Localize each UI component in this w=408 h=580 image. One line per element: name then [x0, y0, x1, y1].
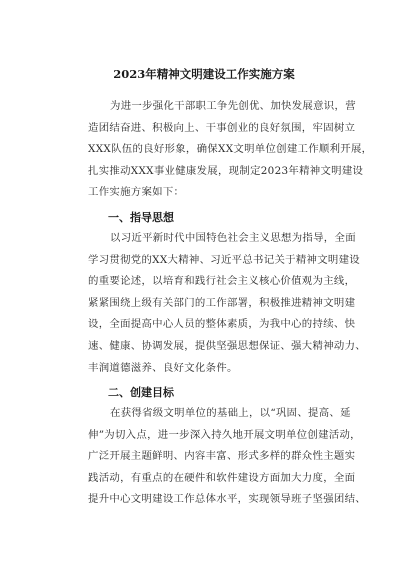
section1-line-6: 速、健康、协调发展，提供坚强思想保证、强大精神动力、	[88, 339, 366, 352]
section-heading-creation-goals: 二、创建目标	[108, 386, 174, 399]
section1-line-2: 学习贯彻党的XX大精神、习近平总书记关于精神文明建设	[88, 253, 360, 266]
section1-line-4: 紧紧围绕上级有关部门的工作部署，积极推进精神文明建	[88, 296, 356, 309]
section1-line-5: 设，全面提高中心人员的整体素质，为我中心的持续、快	[88, 318, 356, 331]
section2-line-1: 在获得省级文明单位的基础上，以“巩固、提高、延	[110, 407, 351, 419]
intro-paragraph	[88, 96, 373, 204]
section1-line-7: 丰润道德滋养、良好文化条件。	[88, 361, 238, 374]
section2-line-3: 广泛开展主题鲜明、内容丰富、形式多样的群众性主题实	[88, 450, 356, 463]
intro-line-4: 扎实推动XXX事业健康发展，现制定2023年精神文明建设	[88, 164, 364, 177]
section2-line-2: 伸”为切入点，进一步深入持久地开展文明单位创建活动，	[88, 428, 361, 441]
intro-line-1: 为进一步强化干部职工争先创优、加快发展意识，营	[110, 100, 356, 112]
section-heading-guiding-ideology: 一、指导思想	[108, 211, 174, 224]
section2-line-4: 践活动，有重点的在硬件和软件建设方面加大力度，全面	[88, 471, 356, 484]
intro-line-3: XXX队伍的良好形象，确保XX文明单位创建工作顺利开展，	[88, 143, 373, 156]
intro-line-5: 工作实施方案如下：	[88, 186, 185, 199]
intro-line-2: 造团结奋进、积极向上、干事创业的良好氛围，牢固树立	[88, 121, 356, 134]
section2-paragraph	[88, 403, 366, 511]
section1-line-3: 的重要论述，以培育和践行社会主义核心价值观为主线，	[88, 275, 356, 288]
section1-paragraph	[88, 228, 366, 379]
section1-line-1: 以习近平新时代中国特色社会主义思想为指导，全面	[110, 232, 356, 244]
section2-line-5: 提升中心文明建设工作总体水平，实现领导班子坚强团结、	[88, 493, 366, 506]
document-title: 2023年精神文明建设工作实施方案	[113, 67, 295, 81]
